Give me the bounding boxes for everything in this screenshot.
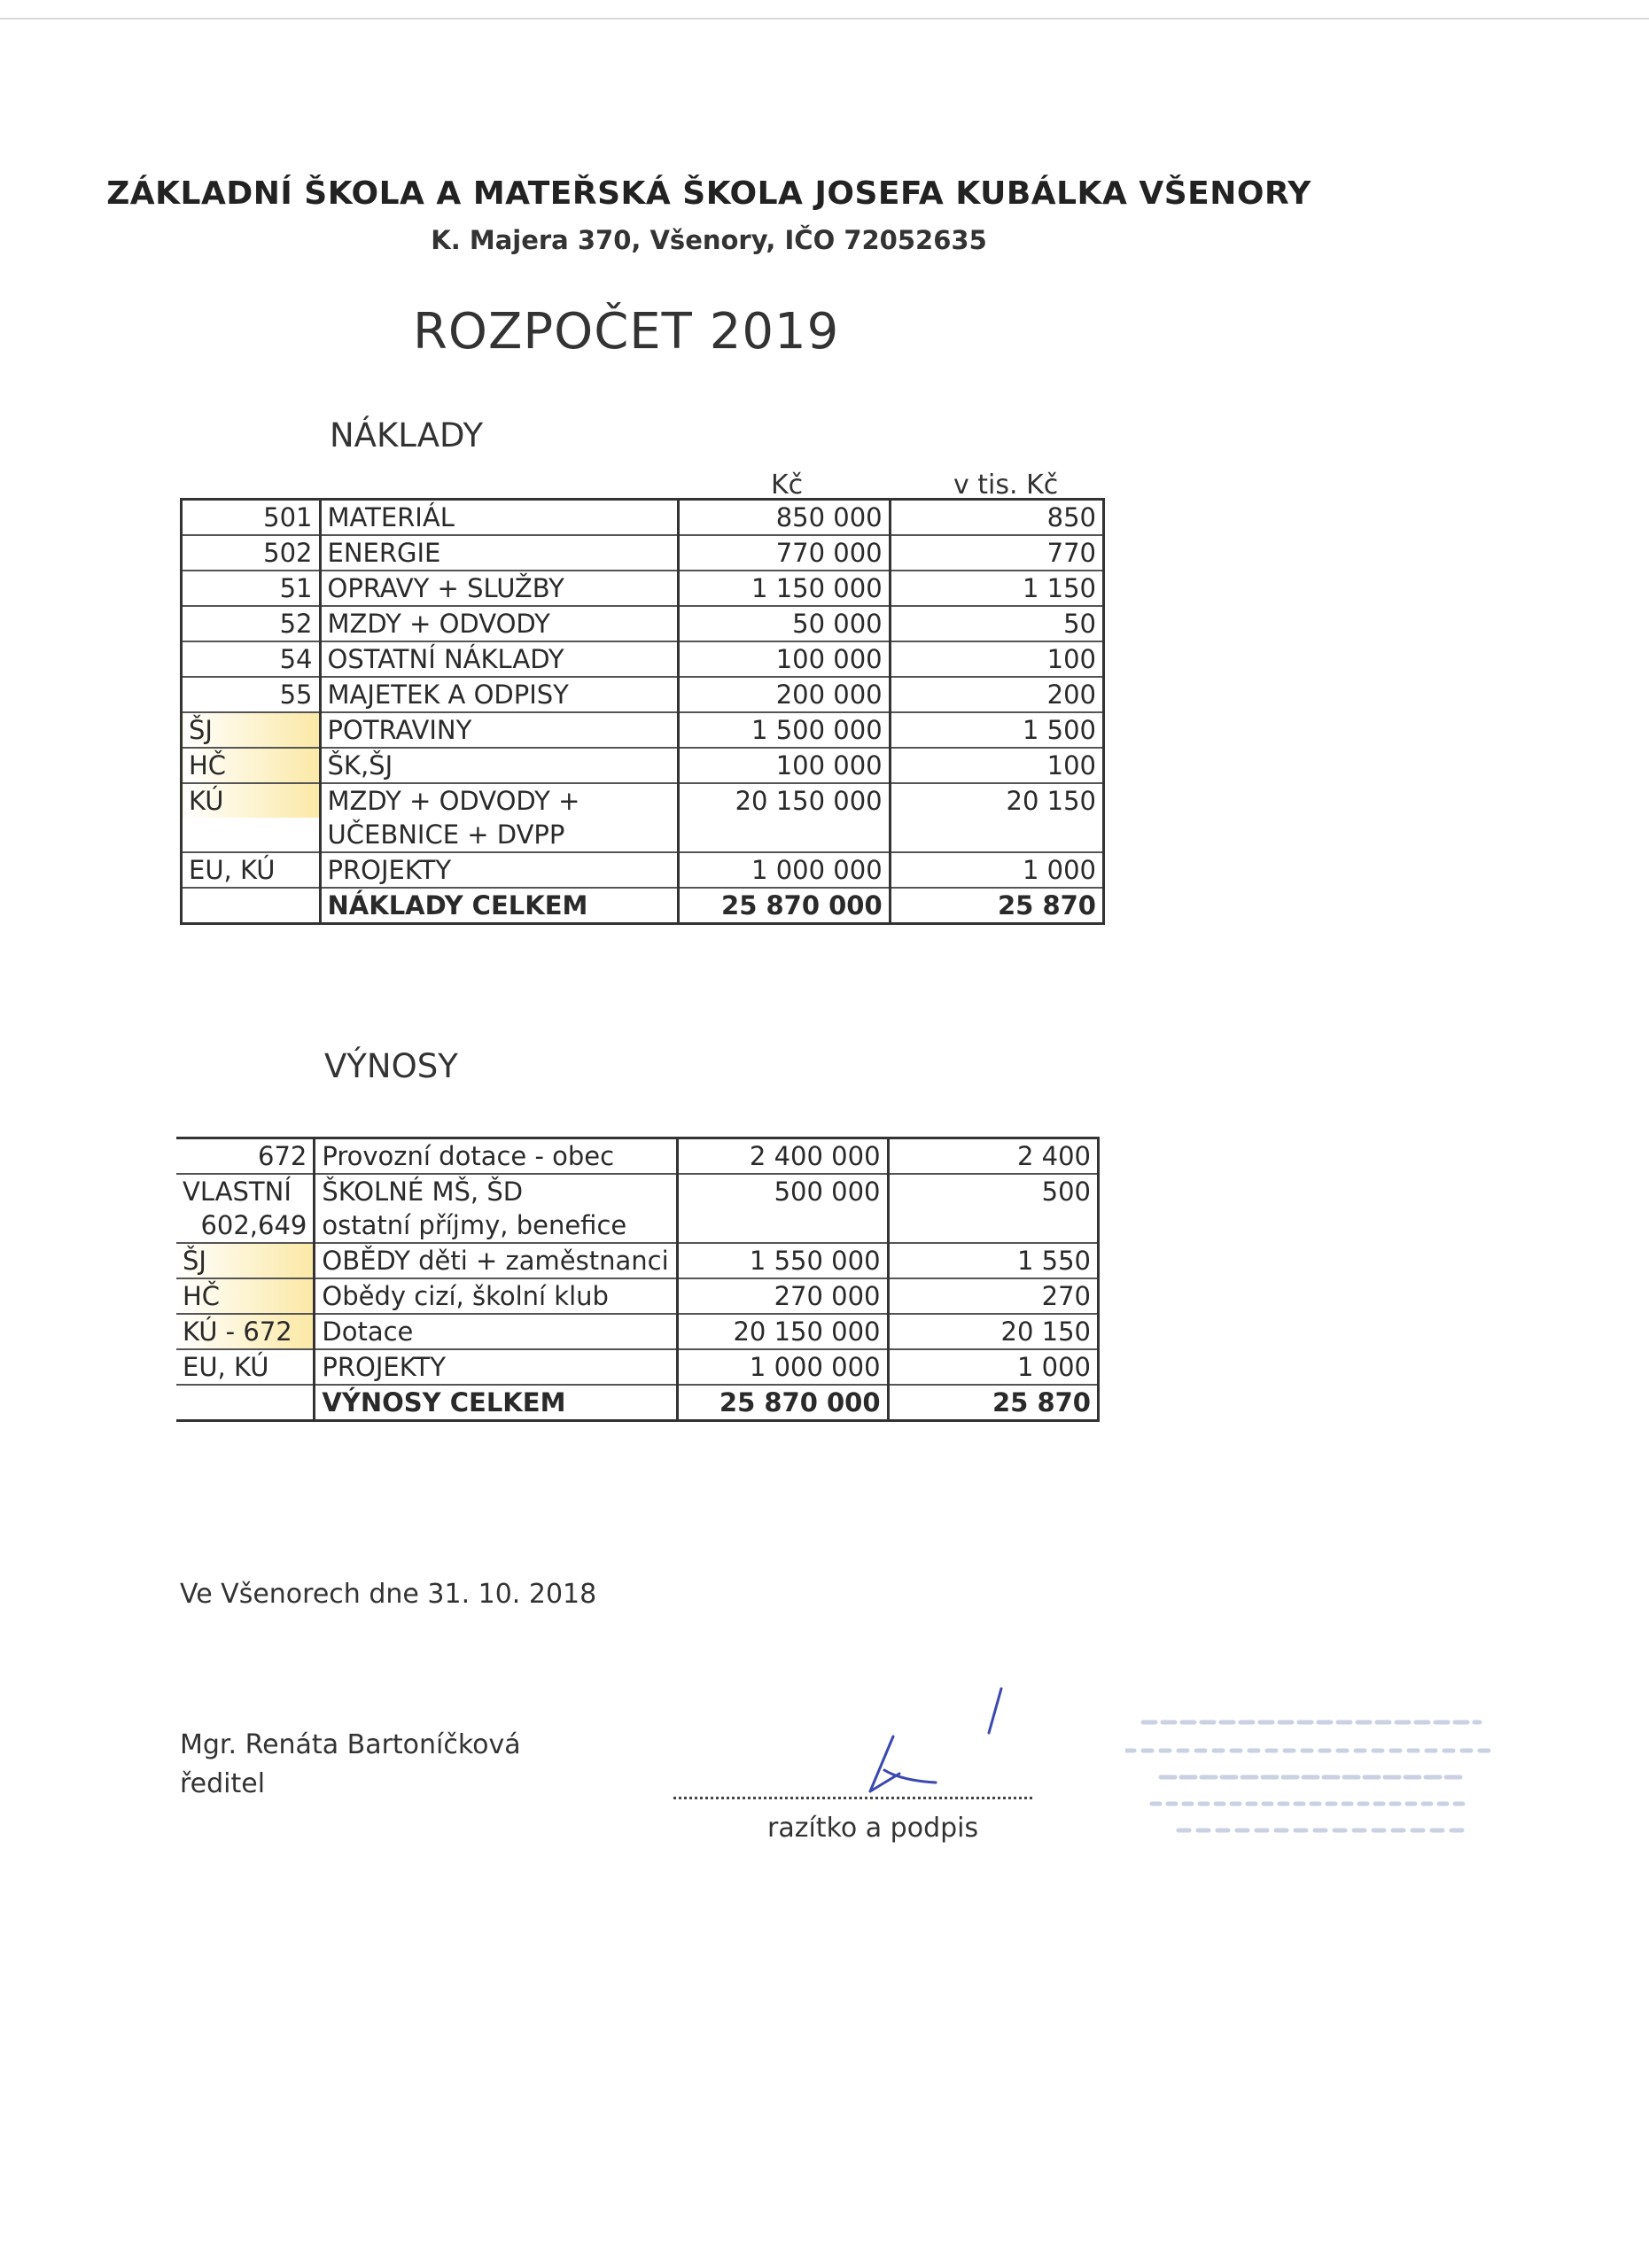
row-code-highlighted: HČ: [176, 1278, 315, 1314]
row-amount-thousands: 200: [890, 677, 1103, 712]
row-amount-kc: 500 000: [678, 1174, 888, 1208]
row-description: Obědy cizí, školní klub: [315, 1278, 678, 1314]
row-amount-kc: 2 400 000: [678, 1138, 888, 1175]
row-code-highlighted: KÚ: [182, 783, 321, 818]
table-row: [182, 852, 1104, 888]
row-amount-thousands: 20 150: [888, 1314, 1098, 1349]
row-amount-thousands: 100: [890, 748, 1103, 783]
row-amount-thousands: 770: [890, 535, 1103, 571]
table-row: [176, 1243, 1099, 1278]
row-code-highlighted: ŠJ: [176, 1243, 315, 1278]
school-address: K. Majera 370, Všenory, IČO 72052635: [431, 225, 987, 255]
row-code: 52: [182, 606, 321, 641]
total-label: NÁKLADY CELKEM: [320, 888, 678, 924]
table-row: [176, 1349, 1099, 1385]
row-code: VLASTNÍ: [183, 1177, 292, 1207]
scan-edge-line: [0, 18, 1649, 19]
row-amount-thousands: 500: [1041, 1177, 1091, 1207]
row-description: MAJETEK A ODPISY: [320, 677, 678, 712]
row-code: EU, KÚ: [182, 852, 321, 888]
row-description: PROJEKTY: [320, 852, 678, 888]
row-amount-kc: 770 000: [679, 535, 891, 571]
row-amount-thousands: 1 550: [888, 1243, 1098, 1278]
row-description: MATERIÁL: [320, 500, 678, 536]
table-row: [176, 1314, 1099, 1349]
row-amount-thousands-empty: [888, 1208, 1098, 1243]
row-description: POTRAVINY: [320, 712, 678, 748]
row-code-highlighted: HČ: [182, 748, 321, 783]
row-code: 672: [176, 1138, 315, 1175]
row-code: 501: [182, 500, 321, 536]
row-amount-kc: 20 150 000: [679, 783, 891, 818]
school-name: ZÁKLADNÍ ŠKOLA A MATEŘSKÁ ŠKOLA JOSEFA KUBÁLKA VŠENORY: [106, 175, 1311, 212]
row-code-highlighted: KÚ - 672: [176, 1314, 315, 1349]
total-amount-thousands: 25 870: [888, 1385, 1098, 1421]
costs-col-kc: Kč: [771, 470, 804, 501]
place-and-date: Ve Všenorech dne 31. 10. 2018: [180, 1579, 597, 1610]
revenues-heading: VÝNOSY: [324, 1047, 458, 1085]
row-amount-kc-empty: [679, 818, 891, 852]
row-amount-thousands: 1 000: [888, 1349, 1098, 1385]
row-description: Provozní dotace - obec: [315, 1138, 678, 1175]
row-description: ENERGIE: [320, 535, 678, 571]
row-code: EU, KÚ: [176, 1349, 315, 1385]
table-row: [176, 1138, 1099, 1175]
signer-role: ředitel: [180, 1768, 266, 1799]
document-title: ROZPOČET 2019: [413, 303, 840, 361]
row-code-empty: [176, 1385, 315, 1421]
row-amount-kc: 1 000 000: [678, 1349, 888, 1385]
row-amount-kc: 1 550 000: [678, 1243, 888, 1278]
row-description: OPRAVY + SLUŽBY: [320, 571, 678, 606]
signer-name: Mgr. Renáta Bartoníčková: [180, 1729, 521, 1760]
row-amount-kc: 20 150 000: [678, 1314, 888, 1349]
row-description: PROJEKTY: [315, 1349, 678, 1385]
row-amount-kc: 850 000: [679, 500, 891, 536]
row-amount-kc: 100 000: [679, 748, 891, 783]
table-row: [182, 535, 1104, 571]
row-amount-thousands-empty: [890, 818, 1103, 852]
row-amount-kc: 1 500 000: [679, 712, 891, 748]
row-amount-kc: 1 150 000: [679, 571, 891, 606]
row-amount-thousands: 2 400: [888, 1138, 1098, 1175]
row-amount-thousands: 20 150: [1006, 786, 1096, 816]
row-description: OSTATNÍ NÁKLADY: [320, 641, 678, 677]
table-row: [176, 1174, 1099, 1208]
row-description: ostatní příjmy, benefice: [315, 1208, 678, 1243]
row-amount-kc: 200 000: [679, 677, 891, 712]
row-description: MZDY + ODVODY: [320, 606, 678, 641]
table-row: [182, 783, 1104, 818]
row-description: MZDY + ODVODY +: [320, 783, 678, 818]
revenues-table: [176, 1137, 1100, 1422]
row-amount-thousands: 1 500: [890, 712, 1103, 748]
total-amount-thousands: 25 870: [890, 888, 1103, 924]
row-amount-kc: 100 000: [679, 641, 891, 677]
table-total-row: [182, 888, 1104, 924]
row-amount-thousands: 100: [890, 641, 1103, 677]
total-amount-kc: 25 870 000: [678, 1385, 888, 1421]
row-code: 54: [182, 641, 321, 677]
row-amount-kc: 270 000: [678, 1278, 888, 1314]
row-amount-thousands: 850: [890, 500, 1103, 536]
table-row: [182, 500, 1104, 536]
row-code: 602,649: [176, 1208, 315, 1243]
total-amount-kc: 25 870 000: [679, 888, 891, 924]
handwritten-signature: [851, 1683, 1028, 1798]
table-row: [182, 606, 1104, 641]
row-amount-kc: 50 000: [679, 606, 891, 641]
table-row: [176, 1278, 1099, 1314]
row-code: 55: [182, 677, 321, 712]
row-amount-thousands: 1 000: [890, 852, 1103, 888]
school-stamp-image: [1125, 1706, 1497, 1839]
costs-table: [180, 498, 1105, 925]
row-code-empty: [182, 818, 321, 852]
row-description: ŠKOLNÉ MŠ, ŠD: [315, 1174, 678, 1208]
table-row: [182, 748, 1104, 783]
signature-caption: razítko a podpis: [767, 1813, 979, 1844]
table-row: [182, 677, 1104, 712]
row-amount-kc: 1 000 000: [679, 852, 891, 888]
row-description-continued: UČEBNICE + DVPP: [320, 818, 678, 852]
table-row: [182, 571, 1104, 606]
table-row: [182, 818, 1104, 852]
table-row: [182, 712, 1104, 748]
row-amount-kc-empty: [678, 1208, 888, 1243]
row-code-highlighted: ŠJ: [182, 712, 321, 748]
row-description: ŠK,ŠJ: [320, 748, 678, 783]
row-code: 51: [182, 571, 321, 606]
total-label: VÝNOSY CELKEM: [315, 1385, 678, 1421]
row-description: Dotace: [315, 1314, 678, 1349]
row-amount-thousands: 1 150: [890, 571, 1103, 606]
row-amount-thousands: 50: [890, 606, 1103, 641]
costs-col-tis: v tis. Kč: [953, 470, 1059, 501]
table-row: [176, 1208, 1099, 1243]
costs-heading: NÁKLADY: [330, 416, 484, 454]
table-total-row: [176, 1385, 1099, 1421]
row-code-empty: [182, 888, 321, 924]
row-description: OBĚDY děti + zaměstnanci: [315, 1243, 678, 1278]
table-row: [182, 641, 1104, 677]
row-amount-thousands: 270: [888, 1278, 1098, 1314]
row-code: 502: [182, 535, 321, 571]
